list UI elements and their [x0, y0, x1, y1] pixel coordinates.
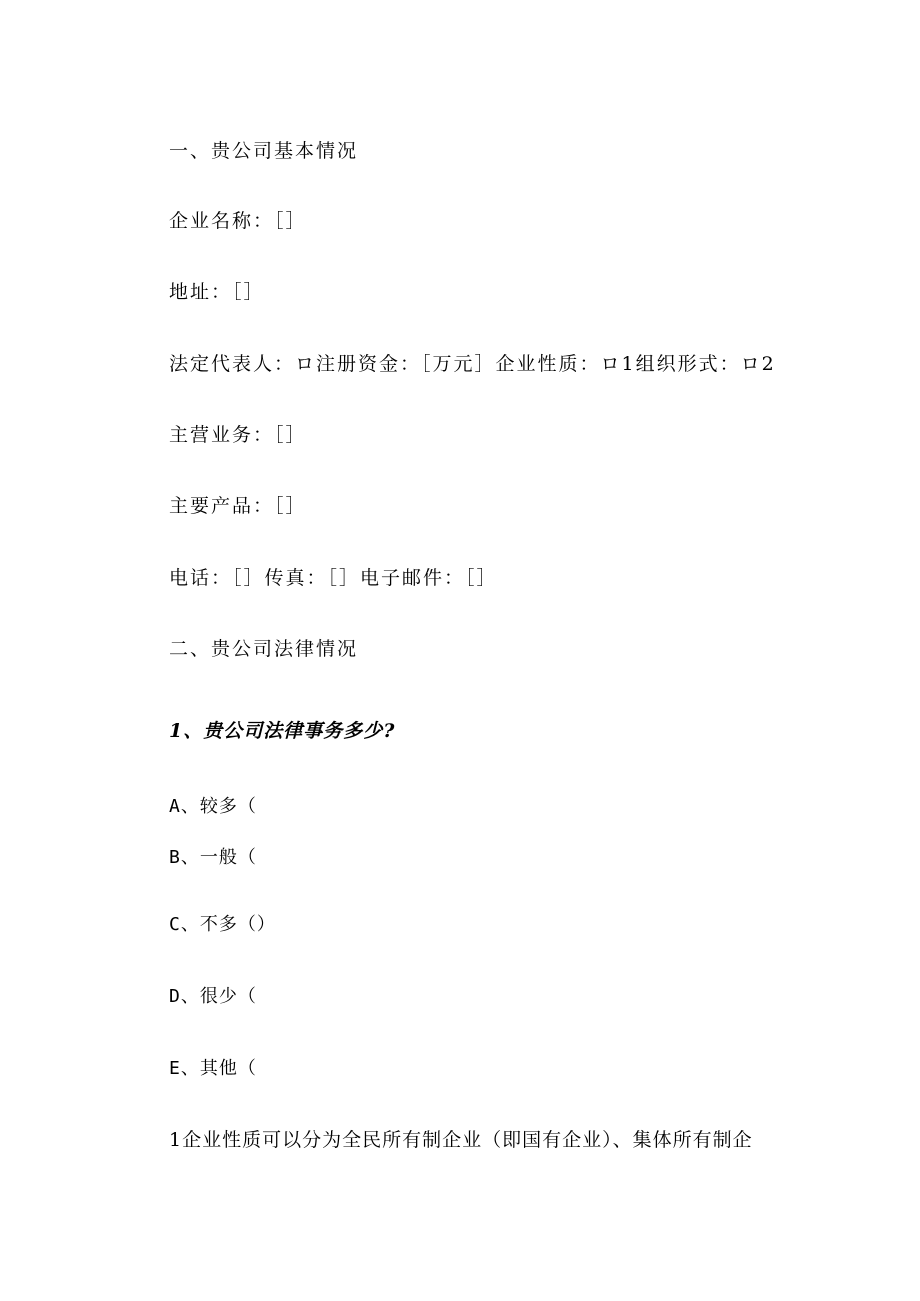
- legal-rep-line: 法定代表人：ロ注册资金：［万元］企业性质：ロ1组织形式：ロ2: [169, 353, 776, 375]
- section1-heading: 一、贵公司基本情况: [169, 140, 359, 162]
- option-b: B、一般（: [169, 847, 257, 868]
- main-business-field: 主营业务：［］: [169, 424, 307, 446]
- option-e: E、其他（: [169, 1058, 257, 1079]
- contact-line: 电话：［］传真：［］电子邮件：［］: [169, 567, 498, 589]
- section2-heading: 二、贵公司法律情况: [169, 638, 359, 660]
- option-c: C、不多（）: [169, 914, 276, 935]
- option-a: A、较多（: [169, 796, 257, 817]
- address-field: 地址：［］: [169, 281, 265, 303]
- question-1: 1、贵公司法律事务多少?: [169, 720, 396, 742]
- company-name-field: 企业名称：［］: [169, 210, 307, 232]
- main-products-field: 主要产品：［］: [169, 495, 307, 517]
- footnote: 1企业性质可以分为全民所有制企业（即国有企业）、集体所有制企: [169, 1129, 753, 1151]
- option-d: D、很少（: [169, 986, 257, 1007]
